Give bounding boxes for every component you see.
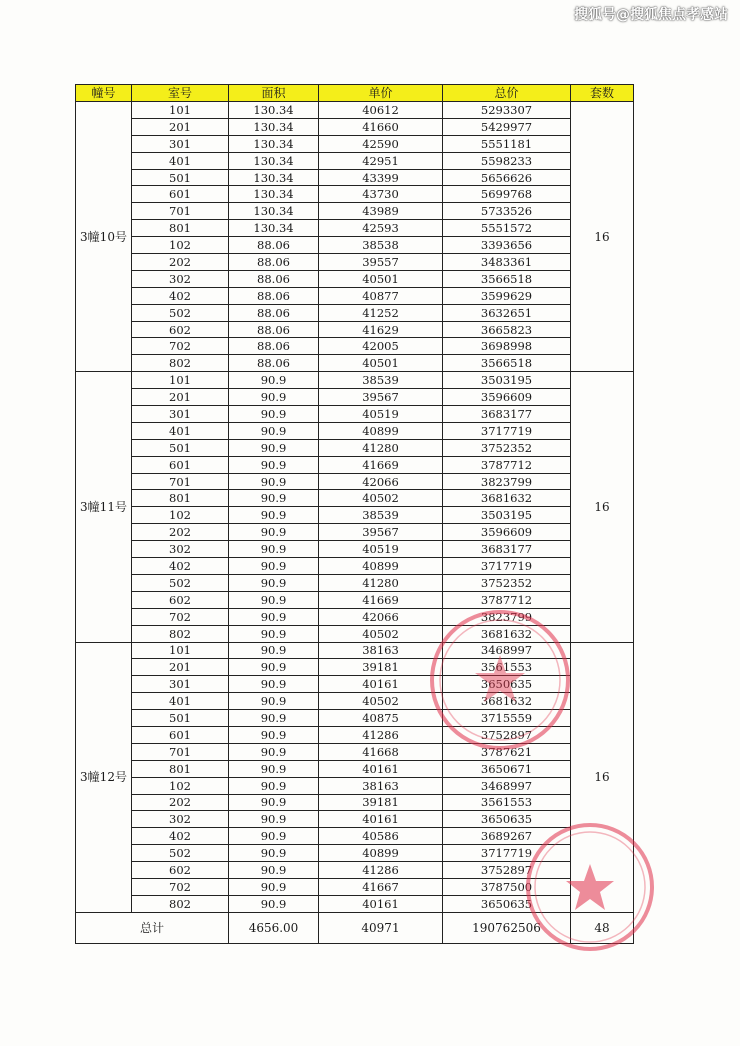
unit-price-value: 40875: [319, 710, 443, 727]
total-price-value: 3752352: [443, 439, 571, 456]
room-number: 801: [132, 760, 229, 777]
total-price-value: 3650671: [443, 760, 571, 777]
area-value: 88.06: [229, 270, 319, 287]
table-row: [76, 237, 634, 254]
total-price-value: 3561553: [443, 659, 571, 676]
table-row: [76, 152, 634, 169]
area-value: 90.9: [229, 878, 319, 895]
area-value: 90.9: [229, 574, 319, 591]
area-value: 130.34: [229, 169, 319, 186]
total-price-value: 3683177: [443, 541, 571, 558]
total-price-value: 3468997: [443, 642, 571, 659]
total-price-value: 3681632: [443, 490, 571, 507]
table-row: [76, 439, 634, 456]
room-number: 102: [132, 237, 229, 254]
unit-price-value: 41669: [319, 456, 443, 473]
total-price-value: 3503195: [443, 507, 571, 524]
room-number: 802: [132, 625, 229, 642]
unit-price-value: 39181: [319, 659, 443, 676]
unit-price-value: 41660: [319, 118, 443, 135]
room-number: 202: [132, 794, 229, 811]
total-price-value: 3787712: [443, 591, 571, 608]
total-price-value: 3683177: [443, 406, 571, 423]
area-value: 90.9: [229, 794, 319, 811]
total-price-value: 3752897: [443, 862, 571, 879]
total-price-value: 5733526: [443, 203, 571, 220]
table-row: [76, 608, 634, 625]
total-price-value: 3787621: [443, 743, 571, 760]
room-number: 401: [132, 422, 229, 439]
room-number: 301: [132, 135, 229, 152]
price-table: [75, 84, 634, 944]
unit-price-value: 40161: [319, 811, 443, 828]
total-price-value: 3717719: [443, 558, 571, 575]
room-number: 701: [132, 473, 229, 490]
unit-price-value: 42951: [319, 152, 443, 169]
total-price-value: 3681632: [443, 625, 571, 642]
building-name: 3幢12号: [76, 642, 132, 912]
area-value: 90.9: [229, 642, 319, 659]
area-value: 130.34: [229, 203, 319, 220]
area-value: 90.9: [229, 777, 319, 794]
room-number: 101: [132, 642, 229, 659]
area-value: 90.9: [229, 389, 319, 406]
unit-price-value: 38538: [319, 237, 443, 254]
total-price-value: 3650635: [443, 895, 571, 912]
unit-price-value: 40501: [319, 355, 443, 372]
total-price-value: 3715559: [443, 710, 571, 727]
room-number: 301: [132, 406, 229, 423]
area-value: 90.9: [229, 726, 319, 743]
total-price-value: 3650635: [443, 811, 571, 828]
room-number: 801: [132, 490, 229, 507]
table-row: [76, 726, 634, 743]
room-number: 602: [132, 591, 229, 608]
area-value: 90.9: [229, 406, 319, 423]
room-number: 801: [132, 220, 229, 237]
area-value: 90.9: [229, 490, 319, 507]
table-row: [76, 878, 634, 895]
table-row: [76, 169, 634, 186]
area-value: 90.9: [229, 659, 319, 676]
unit-price-value: 41629: [319, 321, 443, 338]
table-body: [76, 102, 634, 913]
header-area: 面积: [229, 85, 319, 102]
total-area: 4656.00: [229, 912, 319, 943]
table-row: [76, 777, 634, 794]
total-price-value: 3787712: [443, 456, 571, 473]
room-number: 302: [132, 811, 229, 828]
room-number: 101: [132, 372, 229, 389]
table-row: [76, 220, 634, 237]
total-price-value: 3689267: [443, 828, 571, 845]
header-count: 套数: [571, 85, 634, 102]
unit-price-value: 41280: [319, 439, 443, 456]
table-row: [76, 287, 634, 304]
total-price-value: 5551572: [443, 220, 571, 237]
total-label: 总计: [76, 912, 229, 943]
area-value: 90.9: [229, 558, 319, 575]
total-row: [76, 912, 634, 943]
area-value: 90.9: [229, 473, 319, 490]
unit-price-value: 40519: [319, 541, 443, 558]
table-row: [76, 456, 634, 473]
unit-price-value: 41667: [319, 878, 443, 895]
table-row: [76, 254, 634, 271]
unit-price-value: 42066: [319, 473, 443, 490]
total-price-value: 3632651: [443, 304, 571, 321]
unit-price-value: 38163: [319, 642, 443, 659]
unit-price-value: 39567: [319, 524, 443, 541]
header-total-price: 总价: [443, 85, 571, 102]
table-row: [76, 490, 634, 507]
room-number: 202: [132, 524, 229, 541]
table-row: [76, 710, 634, 727]
total-price-value: 5429977: [443, 118, 571, 135]
table-row: [76, 845, 634, 862]
total-price-value: 5551181: [443, 135, 571, 152]
room-number: 601: [132, 456, 229, 473]
total-price-value: 3566518: [443, 355, 571, 372]
total-price-value: 3698998: [443, 338, 571, 355]
table-row: [76, 659, 634, 676]
area-value: 90.9: [229, 710, 319, 727]
area-value: 90.9: [229, 845, 319, 862]
unit-price-value: 39557: [319, 254, 443, 271]
unit-price-value: 41668: [319, 743, 443, 760]
unit-price-value: 42005: [319, 338, 443, 355]
area-value: 88.06: [229, 287, 319, 304]
area-value: 90.9: [229, 693, 319, 710]
table-row: [76, 389, 634, 406]
total-unit-price: 40971: [319, 912, 443, 943]
room-number: 502: [132, 845, 229, 862]
table-row: [76, 760, 634, 777]
total-price-value: 5293307: [443, 102, 571, 119]
room-number: 201: [132, 389, 229, 406]
total-price-value: 3752897: [443, 726, 571, 743]
room-number: 701: [132, 743, 229, 760]
total-price-value: 3752352: [443, 574, 571, 591]
header-building: 幢号: [76, 85, 132, 102]
area-value: 88.06: [229, 338, 319, 355]
room-number: 302: [132, 541, 229, 558]
table-row: [76, 811, 634, 828]
unit-count: 16: [571, 642, 634, 912]
total-price-value: 3787500: [443, 878, 571, 895]
total-price-value: 3393656: [443, 237, 571, 254]
table-row: [76, 743, 634, 760]
unit-price-value: 38539: [319, 507, 443, 524]
area-value: 90.9: [229, 760, 319, 777]
area-value: 90.9: [229, 524, 319, 541]
room-number: 401: [132, 152, 229, 169]
table-row: [76, 676, 634, 693]
unit-price-value: 43989: [319, 203, 443, 220]
area-value: 88.06: [229, 254, 319, 271]
total-price-value: 5656626: [443, 169, 571, 186]
table-row: [76, 574, 634, 591]
total-price-value: 3681632: [443, 693, 571, 710]
total-price: 190762506: [443, 912, 571, 943]
room-number: 101: [132, 102, 229, 119]
area-value: 130.34: [229, 118, 319, 135]
table-row: [76, 541, 634, 558]
room-number: 402: [132, 287, 229, 304]
room-number: 402: [132, 828, 229, 845]
table-row: [76, 642, 634, 659]
unit-price-value: 40899: [319, 422, 443, 439]
building-name: 3幢11号: [76, 372, 132, 642]
area-value: 88.06: [229, 237, 319, 254]
room-number: 502: [132, 574, 229, 591]
header-row: [76, 85, 634, 102]
area-value: 130.34: [229, 186, 319, 203]
area-value: 90.9: [229, 895, 319, 912]
room-number: 802: [132, 355, 229, 372]
unit-price-value: 41286: [319, 726, 443, 743]
watermark-text: 搜狐号@搜狐焦点孝感站: [574, 7, 728, 23]
total-price-value: 5598233: [443, 152, 571, 169]
area-value: 90.9: [229, 743, 319, 760]
building-name: 3幢10号: [76, 102, 132, 372]
table-row: [76, 186, 634, 203]
unit-price-value: 42066: [319, 608, 443, 625]
total-price-value: 3823799: [443, 473, 571, 490]
room-number: 401: [132, 693, 229, 710]
unit-price-value: 43399: [319, 169, 443, 186]
room-number: 602: [132, 321, 229, 338]
area-value: 90.9: [229, 862, 319, 879]
area-value: 88.06: [229, 321, 319, 338]
room-number: 301: [132, 676, 229, 693]
table-row: [76, 625, 634, 642]
room-number: 702: [132, 878, 229, 895]
unit-count: 16: [571, 102, 634, 372]
room-number: 701: [132, 203, 229, 220]
room-number: 302: [132, 270, 229, 287]
total-price-value: 3823799: [443, 608, 571, 625]
unit-price-value: 40502: [319, 490, 443, 507]
table-row: [76, 118, 634, 135]
header-unit-price: 单价: [319, 85, 443, 102]
room-number: 201: [132, 118, 229, 135]
table-row: [76, 406, 634, 423]
total-price-value: 3503195: [443, 372, 571, 389]
area-value: 130.34: [229, 220, 319, 237]
table-row: [76, 473, 634, 490]
unit-price-value: 39567: [319, 389, 443, 406]
table-row: [76, 270, 634, 287]
area-value: 90.9: [229, 608, 319, 625]
area-value: 90.9: [229, 811, 319, 828]
unit-price-value: 41280: [319, 574, 443, 591]
unit-price-value: 41286: [319, 862, 443, 879]
area-value: 130.34: [229, 135, 319, 152]
unit-count: 16: [571, 372, 634, 642]
unit-price-value: 38163: [319, 777, 443, 794]
room-number: 102: [132, 507, 229, 524]
area-value: 90.9: [229, 591, 319, 608]
total-price-value: 3468997: [443, 777, 571, 794]
area-value: 88.06: [229, 355, 319, 372]
unit-price-value: 38539: [319, 372, 443, 389]
table-row: [76, 524, 634, 541]
table-row: [76, 372, 634, 389]
unit-price-value: 40502: [319, 625, 443, 642]
table-row: [76, 135, 634, 152]
unit-price-value: 43730: [319, 186, 443, 203]
total-price-value: 3561553: [443, 794, 571, 811]
area-value: 130.34: [229, 152, 319, 169]
total-price-value: 5699768: [443, 186, 571, 203]
unit-price-value: 41252: [319, 304, 443, 321]
room-number: 601: [132, 726, 229, 743]
room-number: 501: [132, 439, 229, 456]
table-row: [76, 794, 634, 811]
header-room: 室号: [132, 85, 229, 102]
table-row: [76, 693, 634, 710]
unit-price-value: 40899: [319, 845, 443, 862]
room-number: 501: [132, 710, 229, 727]
total-price-value: 3717719: [443, 845, 571, 862]
table-row: [76, 304, 634, 321]
area-value: 90.9: [229, 422, 319, 439]
area-value: 130.34: [229, 102, 319, 119]
total-price-value: 3483361: [443, 254, 571, 271]
area-value: 90.9: [229, 541, 319, 558]
unit-price-value: 40501: [319, 270, 443, 287]
total-price-value: 3599629: [443, 287, 571, 304]
area-value: 90.9: [229, 507, 319, 524]
table-row: [76, 895, 634, 912]
unit-price-value: 40586: [319, 828, 443, 845]
room-number: 702: [132, 608, 229, 625]
unit-price-value: 40161: [319, 760, 443, 777]
room-number: 802: [132, 895, 229, 912]
unit-price-value: 42593: [319, 220, 443, 237]
table-row: [76, 558, 634, 575]
table-row: [76, 422, 634, 439]
unit-price-value: 40899: [319, 558, 443, 575]
room-number: 501: [132, 169, 229, 186]
room-number: 402: [132, 558, 229, 575]
room-number: 201: [132, 659, 229, 676]
unit-price-value: 40519: [319, 406, 443, 423]
area-value: 90.9: [229, 372, 319, 389]
room-number: 601: [132, 186, 229, 203]
unit-price-value: 40612: [319, 102, 443, 119]
total-count: 48: [571, 912, 634, 943]
unit-price-value: 40502: [319, 693, 443, 710]
total-price-value: 3566518: [443, 270, 571, 287]
total-price-value: 3665823: [443, 321, 571, 338]
area-value: 90.9: [229, 625, 319, 642]
total-price-value: 3596609: [443, 524, 571, 541]
room-number: 202: [132, 254, 229, 271]
total-price-value: 3650635: [443, 676, 571, 693]
unit-price-value: 41669: [319, 591, 443, 608]
unit-price-value: 42590: [319, 135, 443, 152]
room-number: 602: [132, 862, 229, 879]
table-row: [76, 321, 634, 338]
room-number: 702: [132, 338, 229, 355]
table-row: [76, 828, 634, 845]
unit-price-value: 40161: [319, 895, 443, 912]
table-row: [76, 338, 634, 355]
table-row: [76, 102, 634, 119]
room-number: 502: [132, 304, 229, 321]
table-row: [76, 591, 634, 608]
unit-price-value: 39181: [319, 794, 443, 811]
total-price-value: 3596609: [443, 389, 571, 406]
unit-price-value: 40877: [319, 287, 443, 304]
area-value: 90.9: [229, 439, 319, 456]
area-value: 90.9: [229, 676, 319, 693]
table-row: [76, 862, 634, 879]
table-row: [76, 355, 634, 372]
unit-price-value: 40161: [319, 676, 443, 693]
room-number: 102: [132, 777, 229, 794]
area-value: 90.9: [229, 456, 319, 473]
area-value: 90.9: [229, 828, 319, 845]
table-row: [76, 203, 634, 220]
area-value: 88.06: [229, 304, 319, 321]
total-price-value: 3717719: [443, 422, 571, 439]
table-row: [76, 507, 634, 524]
